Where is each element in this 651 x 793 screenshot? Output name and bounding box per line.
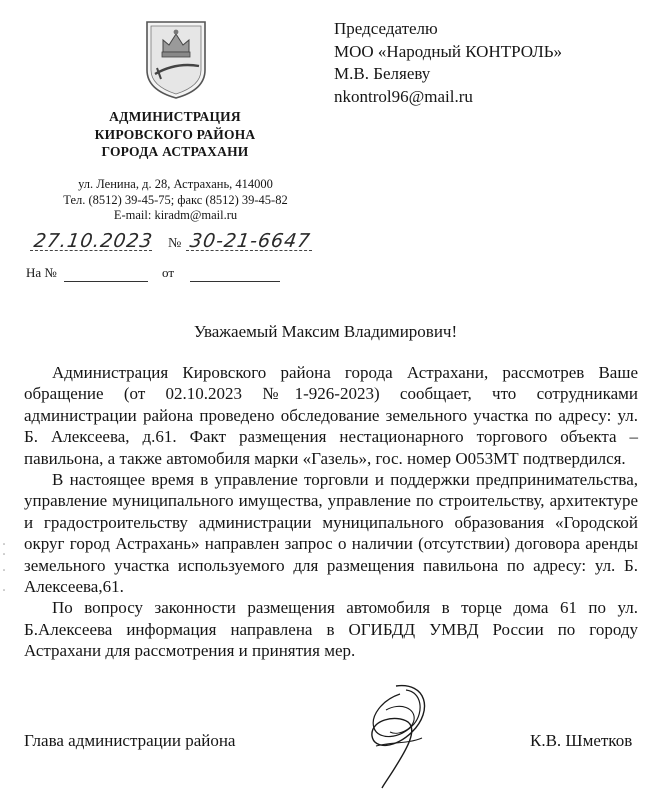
organization-contacts — [48, 177, 303, 224]
reference-number-label: На № — [26, 265, 57, 280]
org-email: E-mail: kiradm@mail.ru — [113, 208, 238, 222]
signature-icon — [356, 680, 436, 790]
body-paragraph-3: По вопросу законности размещения автомобиля в торце дома 61 по ул. Б.Алексеева информация направлена в ОГИБДД УМВД России по городу Астрахани для рассмотрения и принятия мер. — [24, 598, 638, 661]
number-underline — [186, 250, 312, 251]
letter-body — [24, 362, 638, 662]
registration-number: 30-21-6647 — [188, 230, 312, 252]
registration-row — [26, 228, 326, 254]
recipient-line-3: М.В. Беляеву — [334, 64, 431, 83]
org-address: ул. Ленина, д. 28, Астрахань, 414000 — [78, 177, 273, 191]
salutation: Уважаемый Максим Владимирович! — [193, 322, 458, 341]
body-paragraph-2: В настоящее время в управление торговли и поддержки предпринимательства, управление муниципального имущества, управление по строительству, архитектуре и градостроительству администрации муниципального образования «Городской округ город Астрахань» направлен запрос о наличии (отсутствии) договора аренды земельного участка используемого для размещения павильона по адресу: ул. Б. Алексеева,61. — [24, 470, 638, 597]
org-line-2: КИРОВСКОГО РАЙОНА — [94, 126, 256, 142]
coat-of-arms-icon — [143, 18, 209, 100]
reference-date-blank — [190, 281, 280, 282]
signatory-name: К.В. Шметков — [530, 731, 633, 750]
reference-row — [26, 262, 296, 286]
reference-date-label: от — [162, 265, 175, 280]
body-paragraph-1: Администрация Кировского района города Астрахани, рассмотрев Ваше обращение (от 02.10.2023 №1-926-2023) сообщает, что сотрудниками администрации района проведено обследование земельного участка по адресу: ул. Б. Алексеева, д.61. Факт размещения нестационарного торгового объекта – павильона, а также автомобиля марки «Газель», гос. номер О053МТ подтвердился. — [24, 363, 638, 468]
signatory-title: Глава администрации района — [24, 731, 236, 750]
org-phone: Тел. (8512) 39-45-75; факс (8512) 39-45-82 — [63, 192, 288, 207]
recipient-block — [334, 18, 562, 108]
recipient-line-4: nkontrol96@mail.ru — [334, 86, 473, 106]
reference-number-blank — [64, 281, 148, 282]
registration-date: 27.10.2023 — [32, 230, 155, 252]
org-line-3: ГОРОДА АСТРАХАНИ — [101, 144, 249, 159]
organization-name — [64, 108, 286, 161]
recipient-line-2: МОО «Народный КОНТРОЛЬ» — [334, 41, 563, 61]
date-underline — [30, 250, 152, 251]
recipient-line-1: Председателю — [334, 19, 438, 38]
registration-number-label: № — [168, 236, 183, 251]
scan-edge-marks — [2, 540, 6, 600]
org-line-1: АДМИНИСТРАЦИЯ — [109, 109, 241, 124]
